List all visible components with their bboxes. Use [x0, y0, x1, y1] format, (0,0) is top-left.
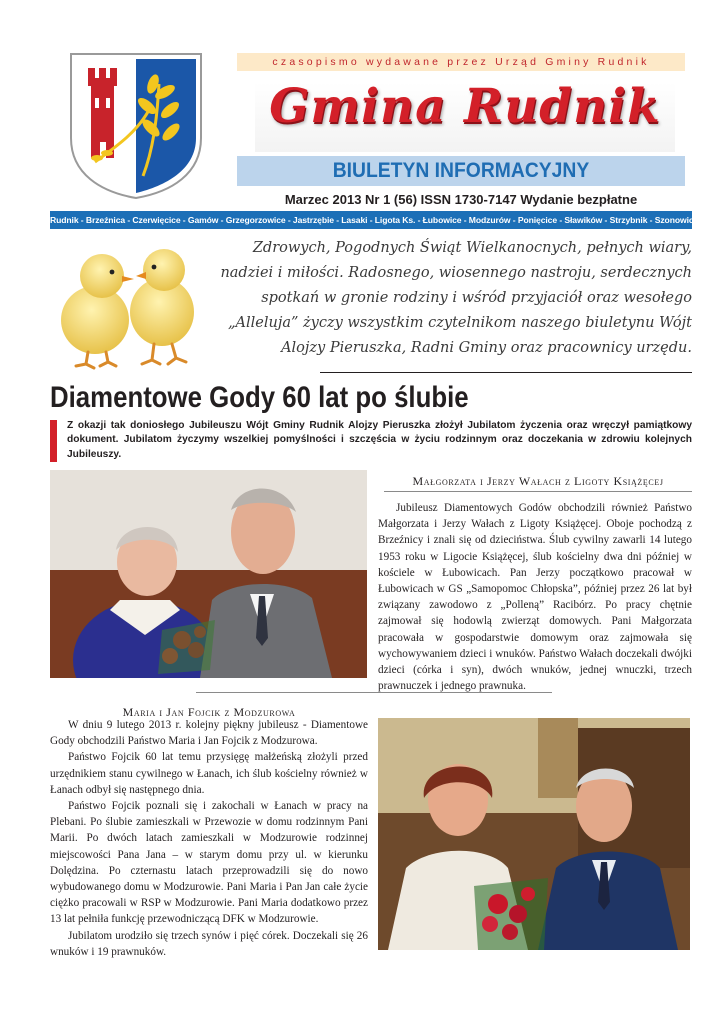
- issue-info: Marzec 2013 Nr 1 (56) ISSN 1730-7147 Wydanie bezpłatne: [284, 192, 638, 207]
- section-text-walach: [378, 500, 692, 694]
- paragraph: W dniu 9 lutego 2013 r. kolejny piękny jubileusz - Diamentowe Gody obchodzili Państwo Maria i Jan Fojcik z Modzurowa.: [50, 719, 368, 748]
- bulletin-title: BIULETYN INFORMACYJNY: [332, 159, 590, 182]
- masthead-title: Gmina Rudnik: [269, 79, 661, 134]
- paragraph: Państwo Fojcik poznali się i zakochali w Łanach w pracy na Plebani. Po ślubie zamieszkali w Przewozie w domu rodzinnym Pani Marii. Po dwóch latach zamieszkali w Modzurowie rodzinnej miejscowości Pana Jana – w starym domu przy ul. w kierunku Dolędzina. Po czternastu latach przeprowadzili się do nowo wybudowanego domu w Modzurowie. Pani Maria i Pan Jan całe życie ciężko pracowali w RSP w Modzurowie. Pani Maria dodatkowo przez 13 lat pełniła funkcję przewodniczącą DFK w Modzurowie.: [50, 800, 368, 926]
- tagline: czasopismo wydawane przez Urząd Gminy Rudnik: [272, 56, 650, 68]
- villages-list: Rudnik - Brzeźnica - Czerwięcice - Gamów - Grzegorzowice - Jastrzębie - Lasaki - Ligota Ks. - Łubowice - Modzurów - Ponięcice - Sławików - Strzybnik - Szonowice: [50, 215, 699, 225]
- easter-greeting: Zdrowych, Pogodnych Świąt Wielkanocnych, pełnych wiary, nadziei i miłości. Radosnego, wiosennego nastroju, serdecznych spotkań w gronie rodziny i wśród przyjaciół oraz wesołego „Alleluja” życzy wszystkim czytelnikom naszego biuletynu Wójt Alojzy Pieruszka, Radni Gminy oraz pracownicy urzędu.: [220, 240, 692, 356]
- photo-fojcik-couple: [378, 718, 690, 950]
- photo-walach-couple: [50, 470, 367, 678]
- section-title-walach: Małgorzata i Jerzy Wałach z Ligoty Książęcej: [412, 474, 664, 488]
- divider-rule: [320, 372, 692, 373]
- section-text-fojcik: [50, 717, 368, 960]
- section-rule: [384, 491, 692, 492]
- article-lead: Z okazji tak doniosłego Jubileuszu Wójt Gminy Rudnik Alojzy Pieruszka złożył Jubilatom życzenia oraz wręczył pamiątkowy dokument. Jubilatom życzymy wszelkiej pomyślności i szczęścia w życiu rodzinnym oraz doczekania w zdrowiu kolejnych Jubileuszy.: [67, 420, 692, 460]
- paragraph: Jubilatom urodziło się trzech synów i pięć córek. Doczekali się 26 wnuków i 19 prawnuków.: [50, 929, 368, 958]
- paragraph: Państwo Fojcik 60 lat temu przysięgę małżeńską złożyli przed urzędnikiem stanu cywilnego w Łanach, ich ślub kościelny również w Łanach odbył się następnego dnia.: [50, 751, 368, 796]
- chicks-illustration: [50, 232, 208, 372]
- lead-accent-bar: [50, 420, 57, 462]
- paragraph: Jubileusz Diamentowych Godów obchodzili również Państwo Małgorzata i Jerzy Wałach z Ligoty Książęcej. Oboje pochodzą z Brzeźnicy i znali się od dzieciństwa. Ślub cywilny zawarli 14 lutego 1953 roku w Ligocie Książęcej, ślub kościelny dwa dni później w kościele w Łubowicach. Pan Jerzy początkowo pracował w Łubowicach w GS „Samopomoc Chłopska”, później przez 26 lat był związany zawodowo z „Polleną” Racibórz. Po pracy chętnie zajmował się hodowlą zwierząt domowych. Pani Małgorzata pracowała w gospodarstwie domowym oraz zajmowała się wychowywaniem dzieci i wnuków. Państwo Wałach doczekali dwójki dzieci (córka i syn), dwóch wnuków, jednej wnuczki, trzech prawnuczek i jednego prawnuka.: [378, 502, 692, 693]
- middle-divider: [196, 692, 552, 693]
- coat-of-arms-logo: [67, 50, 205, 200]
- section-title-fojcik: Maria i Jan Fojcik z Modzurowa: [122, 705, 296, 719]
- article-headline: Diamentowe Gody 60 lat po ślubie: [50, 381, 469, 414]
